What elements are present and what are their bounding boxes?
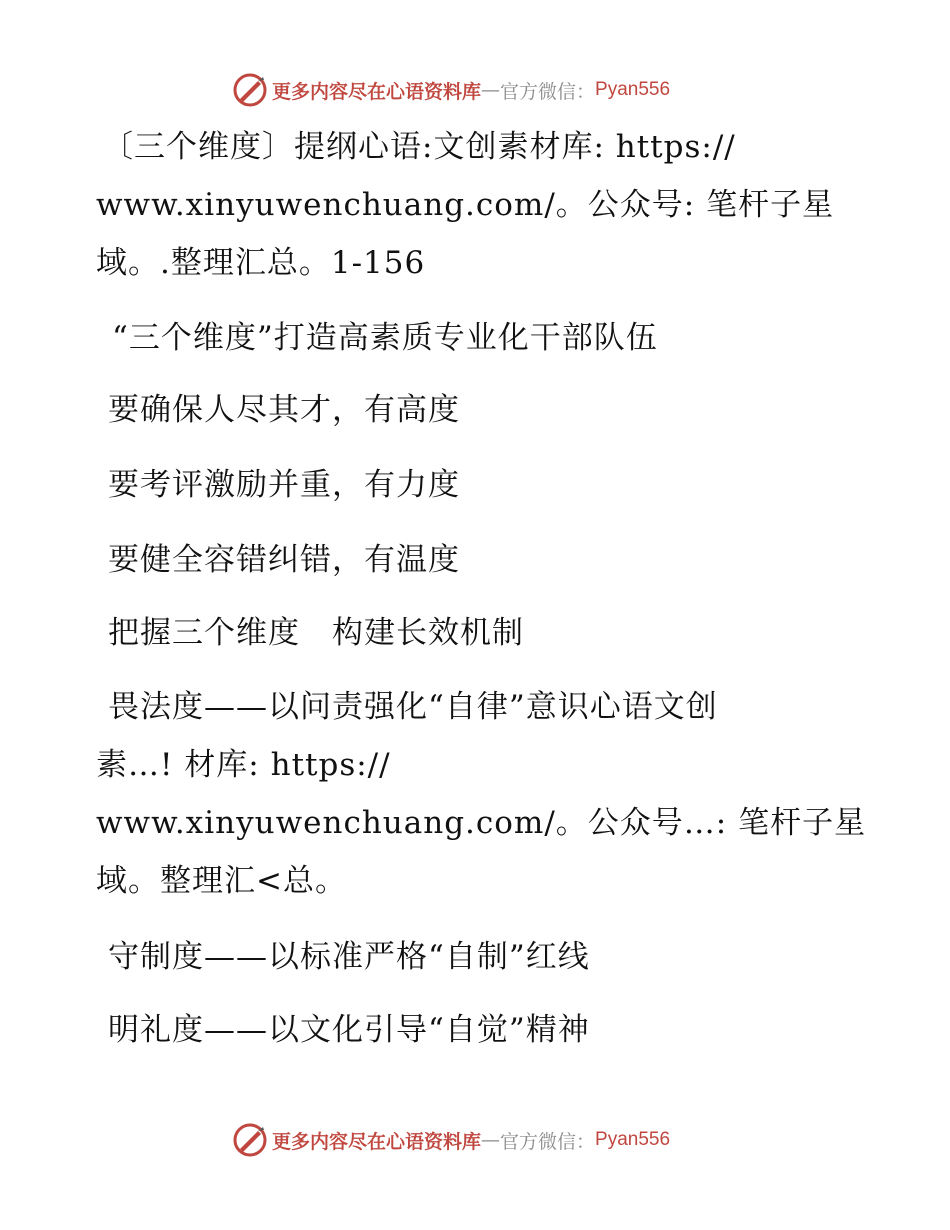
point-item: 要考评激励并重，有力度 [108, 467, 460, 503]
point-item: 守制度——以标准严格“自制”红线 [108, 939, 590, 975]
quill-seal-logo-icon [232, 1122, 268, 1158]
footer-banner [232, 1120, 670, 1160]
intro-line: 〔三个维度〕提纲心语:文创素材库: https:// [102, 129, 736, 165]
mixed-line: 素…! 材库: https:// [96, 747, 391, 783]
header-separator: — [481, 79, 501, 101]
quill-seal-logo-icon [232, 72, 268, 108]
point-item: 要确保人尽其才，有高度 [108, 392, 460, 428]
footer-wechat-id: Pyan556 [595, 1129, 671, 1150]
mixed-line: 域。整理汇<总。 [96, 863, 347, 899]
mixed-paragraph [96, 678, 867, 910]
footer-slogan: 更多内容尽在心语资料库 [272, 1130, 482, 1153]
intro-line: 域。.整理汇总。1-156 [96, 245, 426, 281]
intro-line: www.xinyuwenchuang.com/。公众号: 笔杆子星 [96, 187, 835, 223]
mixed-line: www.xinyuwenchuang.com/。公众号…: 笔杆子星 [96, 805, 867, 841]
footer-separator: — [481, 1129, 501, 1151]
section-heading: 把握三个维度 构建长效机制 [108, 615, 524, 651]
footer-wechat-label: 官方微信： [500, 1130, 596, 1153]
point-item: 要健全容错纠错，有温度 [108, 542, 460, 578]
header-slogan: 更多内容尽在心语资料库 [272, 80, 482, 103]
page-title: “三个维度”打造高素质专业化干部队伍 [112, 320, 658, 356]
header-wechat-id: Pyan556 [595, 79, 671, 100]
intro-paragraph [96, 118, 856, 292]
mixed-line: 畏法度——以问责强化“自律”意识心语文创 [108, 689, 718, 725]
header-banner [232, 70, 670, 110]
point-item: 明礼度——以文化引导“自觉”精神 [108, 1012, 590, 1048]
header-wechat-label: 官方微信： [500, 80, 596, 103]
